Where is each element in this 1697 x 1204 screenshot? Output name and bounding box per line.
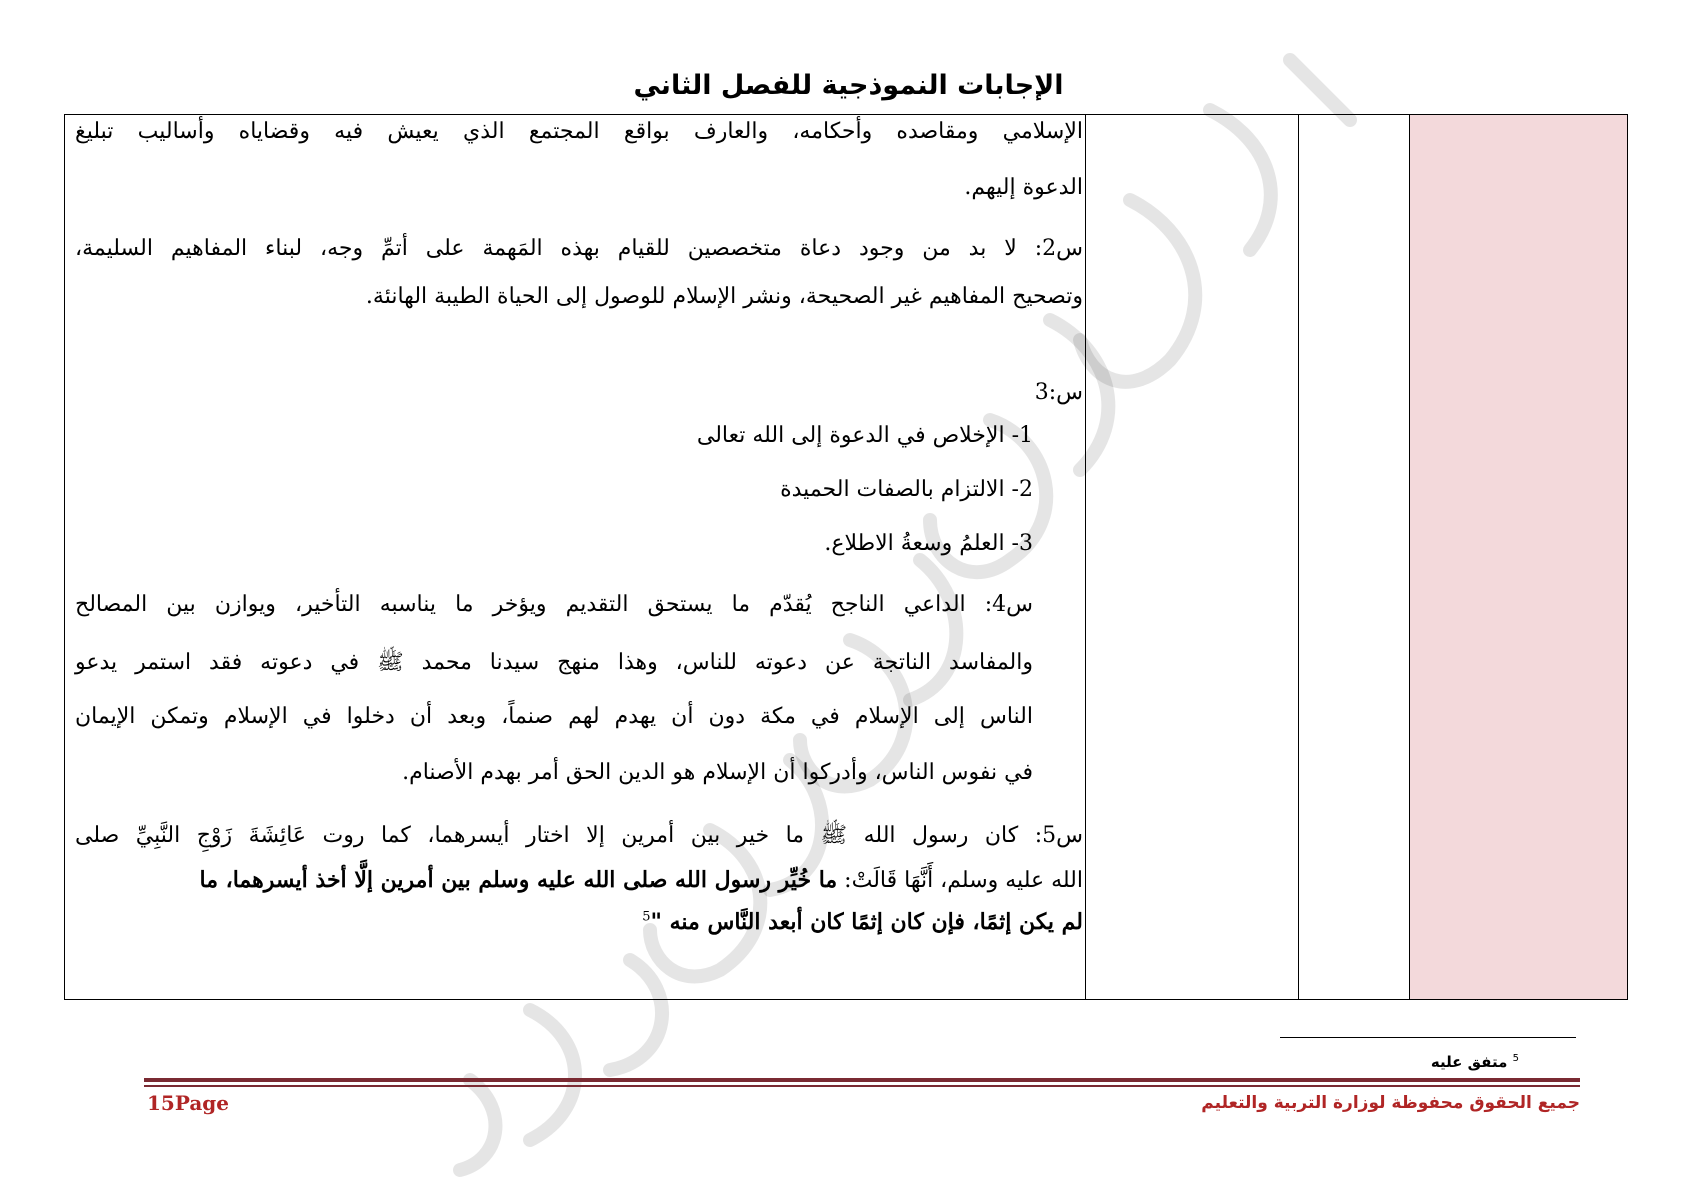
question-3-label: س:3 xyxy=(1034,380,1083,405)
answer-line: والمفاسد الناتجة عن دعوته للناس، وهذا منهج سيدنا محمد ﷺ في دعوته فقد استمر يدعو xyxy=(75,650,1033,675)
footnote-separator xyxy=(1280,1037,1576,1038)
footer-rule xyxy=(144,1078,1580,1082)
footnote-number: 5 xyxy=(1512,1053,1519,1064)
answers-table xyxy=(64,114,1628,1000)
list-item: 2- الالتزام بالصفات الحميدة xyxy=(780,477,1033,502)
question-4-answer: س4: الداعي الناجح يُقدّم ما يستحق التقديم ويؤخر ما يناسبه التأخير، ويوازن بين المصالح xyxy=(75,592,1033,617)
copyright-text: جميع الحقوق محفوظة لوزارة التربية والتعليم xyxy=(1201,1093,1580,1113)
pink-column-cell xyxy=(1409,115,1627,999)
column-divider xyxy=(1409,115,1410,999)
list-item: 1- الإخلاص في الدعوة إلى الله تعالى xyxy=(696,423,1033,448)
column-divider xyxy=(1298,115,1299,999)
footnote-ref: 5 xyxy=(642,909,651,925)
answer-text: الله عليه وسلم، أَنَّهَا قَالَتْ: xyxy=(837,868,1083,893)
list-item: 3- العلمُ وسعةُ الاطلاع. xyxy=(824,531,1033,556)
footer-rule xyxy=(144,1085,1580,1087)
question-2-answer: س2: لا بد من وجود دعاة متخصصين للقيام بهذه المَهمة على أتمِّ وجه، لبناء المفاهيم السليمة، xyxy=(75,236,1083,261)
answer-cell xyxy=(75,115,1083,999)
answer-line: وتصحيح المفاهيم غير الصحيحة، ونشر الإسلام للوصول إلى الحياة الطيبة الهانئة. xyxy=(365,284,1083,309)
answer-line: الدعوة إليهم. xyxy=(964,175,1083,200)
page-number: 15Page xyxy=(147,1091,230,1115)
answer-line: في نفوس الناس، وأدركوا أن الإسلام هو الدين الحق أمر بهدم الأصنام. xyxy=(402,760,1033,785)
column-divider xyxy=(1085,115,1086,999)
answer-line: الناس إلى الإسلام في مكة دون أن يهدم لهم صنماً، وبعد أن دخلوا في الإسلام وتمكن الإيمان xyxy=(75,704,1033,729)
answer-line xyxy=(75,867,1083,893)
page-title: الإجابات النموذجية للفصل الثاني xyxy=(633,70,1064,101)
footnote-text: متفق عليه xyxy=(1430,1053,1508,1071)
question-5-answer: س5: كان رسول الله ﷺ ما خير بين أمرين إلا اختار أيسرهما، كما روت عَائِشَةَ زَوْجِ النَّبِيِّ صلى xyxy=(75,823,1083,848)
hadith-quote: ما خُيِّر رسول الله صلى الله عليه وسلم بين أمرين إلَّا أخذ أيسرهما، ما xyxy=(199,867,838,893)
hadith-quote: لم يكن إثمًا، فإن كان إثمًا كان أبعد النَّاس منه " xyxy=(650,909,1083,935)
footnote xyxy=(1431,1053,1519,1071)
hadith-quote-end xyxy=(75,909,1083,935)
answer-line: الإسلامي ومقاصده وأحكامه، والعارف بواقع المجتمع الذي يعيش فيه وقضاياه وأساليب تبليغ xyxy=(75,119,1083,144)
